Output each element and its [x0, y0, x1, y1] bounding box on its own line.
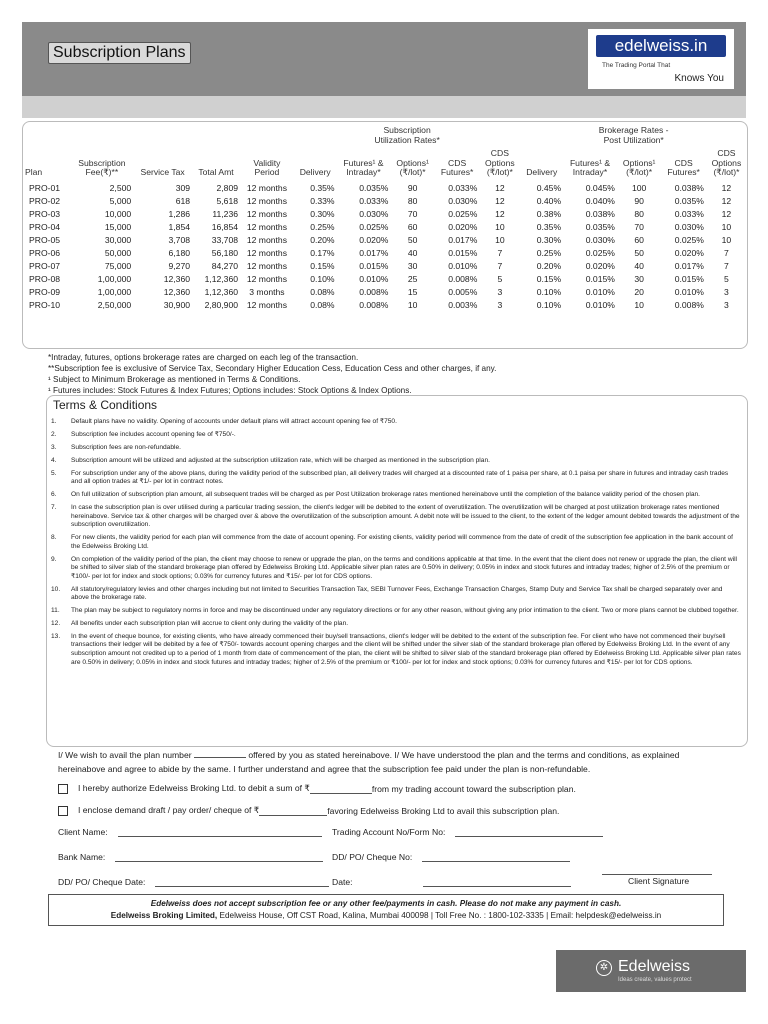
table-cell: 12: [495, 195, 505, 206]
table-cell: 70: [407, 208, 418, 219]
table-cell: 0.017%: [448, 234, 478, 245]
group-post-utilization: Brokerage Rates - Post Utilization*: [598, 125, 669, 145]
company-name: Edelweiss Broking Limited,: [110, 911, 218, 920]
table-cell: 30: [634, 274, 644, 285]
page-title: Subscription Plans: [48, 42, 191, 64]
table-cell: 80: [407, 195, 418, 206]
dd-date-field[interactable]: [155, 877, 329, 887]
table-cell: 0.030%: [448, 195, 478, 206]
table-row: [23, 182, 747, 195]
bank-name-label: Bank Name:: [58, 852, 106, 862]
authorize-debit-row: [58, 783, 576, 794]
terms-item-number: 13.: [51, 632, 61, 640]
subscription-form: [46, 743, 722, 894]
table-cell: 1,286: [168, 208, 191, 219]
column-header: Plan: [25, 167, 43, 177]
column-header: Options¹ (₹/lot)*: [622, 157, 656, 177]
dd-date-label: DD/ PO/ Cheque Date:: [58, 877, 146, 887]
table-cell: 33,708: [211, 234, 239, 245]
column-header: Total Amt: [198, 167, 234, 177]
table-note: *Intraday, futures, options brokerage rates are charged on each leg of the transaction.: [48, 353, 359, 362]
table-cell: 0.20%: [536, 261, 562, 272]
table-cell: 0.035%: [674, 195, 704, 206]
table-cell: 1,00,000: [97, 287, 132, 298]
table-cell: 20: [634, 287, 644, 298]
terms-item-number: 6.: [51, 491, 57, 499]
terms-item-number: 2.: [51, 430, 57, 438]
table-cell: 0.30%: [536, 234, 562, 245]
table-cell: 16,854: [211, 221, 239, 232]
table-cell: 0.033%: [359, 195, 389, 206]
table-cell: 0.15%: [310, 261, 335, 272]
table-row: [23, 299, 747, 312]
table-cell: 0.015%: [585, 274, 615, 285]
column-header: CDS Futures*: [440, 157, 474, 177]
logo-tagline: The Trading Portal That: [602, 62, 671, 69]
table-cell: 12 months: [246, 234, 287, 245]
table-cell: 618: [175, 195, 191, 206]
logo-wordmark: edelweiss.in: [596, 35, 726, 57]
table-cell: 0.038%: [674, 182, 704, 193]
table-cell: 12,360: [163, 274, 191, 285]
table-cell: 3: [497, 300, 503, 311]
table-cell: 0.15%: [536, 274, 562, 285]
table-cell: 3 months: [249, 287, 285, 298]
terms-item-number: 8.: [51, 534, 57, 542]
table-cell: 1,12,360: [204, 274, 239, 285]
table-cell: 0.035%: [585, 221, 615, 232]
terms-item-text: In the event of cheque bounce, for existing clients, who have already commenced their buy/sell transactions, client's ledger will be debited to the extent of the subscription fee. For client who have not commenced their buy/sell transactions their ledger will be debited by a fee of ₹750/- towards account opening charges and the client will be shifted under the silver slab of the standard brokerage plan offered by Edelweiss Broking Ltd. In the event of any subscription amount not credited up to a period of 1 month from date of commencement of the plan, the client will be shifted to silver slab of the standard brokerage plan offered by Edelweiss Broking Ltd. Applicable silver plan rates are 0.50% in delivery; 0.05% in index and stock futures and intraday trades; higher of 2.5% of the premium or ₹100/- per lot for index and stock options; 0.03% for currency futures and ₹15/- per lot for CDS options.: [71, 632, 741, 666]
edelweiss-logo: [588, 29, 734, 89]
terms-item-text: All statutory/regulatory levies and other charges including but not limited to Securities Transaction Tax, SEBI Turnover Fees, Exchange Transaction Charges, Stamp Duty and Service Tax shall be charged separately over and above the brokerage rate.: [71, 585, 723, 602]
table-cell: 12 months: [246, 195, 287, 206]
terms-item: [51, 431, 741, 440]
table-cell: 12 months: [246, 247, 287, 258]
authorize-debit-checkbox[interactable]: [58, 784, 68, 794]
cash-warning: Edelweiss does not accept subscription fee or any other fee/payments in cash. Please do not make any payment in cash.: [150, 899, 622, 908]
terms-item-text: On completion of the validity period of the plan, the client may choose to renew or upgrade the plan, on the terms and conditions applicable at that time. In the event that the client does not renew or upgrade the plan, the client will be shifted to silver slab of the standard brokerage plan offered by Edelweiss Broking Ltd. Applicable silver plan rates are 0.50% in delivery; 0.05% in index and stock futures and intraday trades; higher of 2.5% of the premium or ₹100/- per lot for index and stock options; 0.03% for currency futures and ₹15/- per lot for CDS options.: [71, 555, 738, 580]
table-cell: 3,708: [168, 234, 191, 245]
column-header: CDS Futures*: [667, 157, 700, 177]
terms-item: [51, 607, 741, 616]
table-cell: 30,000: [104, 234, 132, 245]
column-header: CDS Options (₹/lot)*: [485, 148, 515, 177]
table-cell: 0.40%: [536, 195, 562, 206]
form-declaration: [58, 748, 718, 776]
column-header: Options¹ (₹/lot)*: [396, 157, 429, 177]
terms-item: [51, 534, 741, 551]
table-cell: 12 months: [246, 208, 287, 219]
logo-knows-you: Knows You: [674, 73, 724, 84]
table-cell: 0.040%: [585, 195, 615, 206]
table-cell: PRO-02: [29, 195, 61, 206]
table-cell: 5: [497, 274, 503, 285]
table-cell: 0.003%: [448, 300, 478, 311]
trading-account-label: Trading Account No/Form No:: [332, 827, 446, 837]
table-cell: 0.30%: [310, 208, 335, 219]
table-cell: 0.017%: [674, 261, 704, 272]
table-cell: 1,00,000: [97, 274, 132, 285]
table-cell: 0.10%: [536, 287, 562, 298]
terms-item-text: Default plans have no validity. Opening of accounts under default plans will attract account opening fee of ₹750.: [71, 418, 397, 425]
terms-item: [51, 586, 741, 603]
authorize-text-b: from my trading account toward the subscription plan.: [371, 783, 576, 794]
trading-account-row: [332, 827, 603, 837]
enclose-text-b: favoring Edelweiss Broking Ltd to avail this subscription plan.: [327, 805, 560, 816]
dd-number-row: [332, 852, 570, 862]
table-row: [23, 208, 747, 221]
table-cell: 1,12,360: [204, 287, 239, 298]
terms-item: [51, 457, 741, 466]
terms-item: [51, 470, 741, 487]
table-cell: 12: [721, 208, 732, 219]
table-cell: 50: [407, 234, 418, 245]
company-address: [49, 910, 723, 922]
table-cell: 309: [175, 182, 191, 193]
date-row: [332, 877, 571, 887]
table-cell: PRO-05: [29, 234, 61, 245]
table-cell: 40: [634, 261, 644, 272]
table-cell: PRO-03: [29, 208, 61, 219]
table-cell: 15: [407, 287, 418, 298]
table-cell: 10: [721, 221, 732, 232]
table-row: [23, 234, 747, 247]
table-cell: 0.025%: [585, 247, 615, 258]
terms-item-text: In case the subscription plan is over utilised during a particular trading session, the client's ledger will be debited to the extent of overutilization. The overutilization will be charged at post utilization brokerage rates mentioned hereinabove. Service tax & other charges will be charged over & above the overutilization of the subscription amount. A debit note will be issued to the client, to the extent of the ledger amount debited towards the adjustment of the subscription overutilization.: [71, 503, 740, 529]
brand-name: Edelweiss: [618, 958, 691, 975]
table-cell: 0.20%: [310, 234, 335, 245]
brand-bar: [556, 950, 746, 992]
terms-list: [51, 418, 741, 672]
declaration-text-a: I/ We wish to avail the plan number: [58, 750, 192, 760]
table-cell: PRO-07: [29, 261, 61, 272]
cheque-amount-field[interactable]: [259, 806, 327, 816]
table-row: [23, 260, 747, 273]
table-cell: 12: [495, 208, 505, 219]
enclose-cheque-row: [58, 805, 559, 816]
terms-item-text: For subscription under any of the above plans, during the validity period of the subscribed plan, all delivery trades will charged at a discounted rate of 1 paisa per share, at 0.1 paisa per share in futures and intraday cash trades and all option trades at ₹1/- per lot in contract notes.: [71, 469, 729, 486]
table-cell: 56,180: [211, 247, 239, 258]
table-cell: 0.010%: [359, 274, 389, 285]
table-cell: 10: [495, 221, 505, 232]
table-cell: PRO-10: [29, 300, 61, 311]
terms-item-number: 3.: [51, 443, 57, 451]
table-cell: 0.008%: [674, 300, 704, 311]
table-cell: 70: [634, 221, 644, 232]
table-cell: 11,236: [212, 208, 239, 219]
table-cell: PRO-08: [29, 274, 61, 285]
table-cell: 90: [634, 195, 644, 206]
table-cell: 3: [724, 300, 729, 311]
table-cell: 0.25%: [536, 247, 562, 258]
bank-name-row: [58, 852, 323, 862]
table-cell: 5: [724, 274, 729, 285]
table-note: ¹ Subject to Minimum Brokerage as mentioned in Terms & Conditions.: [48, 375, 301, 384]
table-cell: 0.045%: [585, 182, 615, 193]
table-cell: 10: [495, 234, 505, 245]
page-header: [22, 22, 746, 96]
table-cell: 0.030%: [359, 208, 389, 219]
plans-table-container: [22, 121, 748, 349]
footer-notice: [48, 894, 724, 926]
table-cell: 7: [497, 247, 503, 258]
table-cell: 0.015%: [448, 247, 478, 258]
table-note: ¹ Futures includes: Stock Futures & Index Futures; Options includes: Stock Options & Index Options.: [48, 386, 412, 395]
terms-item-text: The plan may be subject to regulatory norms in force and may be discontinued under any regulatory directions or for any other reason, without giving any prior intimation to the client. Two or more plans cannot be clubbed together.: [71, 607, 739, 615]
table-row: [23, 247, 747, 260]
table-cell: 40: [407, 247, 418, 258]
plans-table: [23, 122, 747, 312]
table-cell: 0.008%: [359, 300, 389, 311]
debit-amount-field[interactable]: [310, 784, 372, 794]
table-cell: 2,50,000: [97, 300, 132, 311]
authorize-text-a: I hereby authorize Edelweiss Broking Ltd. to debit a sum of ₹: [78, 783, 310, 793]
terms-item: [51, 418, 741, 427]
column-header: Validity Period: [253, 157, 281, 177]
terms-title: Terms & Conditions: [53, 398, 158, 412]
enclose-cheque-checkbox[interactable]: [58, 806, 68, 816]
client-signature-label: Client Signature: [628, 876, 690, 886]
table-cell: 80: [634, 208, 644, 219]
table-cell: 0.030%: [585, 234, 615, 245]
terms-item-number: 1.: [51, 418, 57, 425]
table-cell: 6,180: [168, 247, 191, 258]
table-cell: 0.10%: [310, 274, 335, 285]
signature-line: [602, 874, 712, 875]
table-cell: 3: [497, 287, 503, 298]
table-cell: 75,000: [104, 261, 132, 272]
terms-item-text: Subscription fees are non-refundable.: [71, 443, 181, 451]
table-cell: 2,80,900: [204, 300, 239, 311]
table-cell: 12: [721, 182, 732, 193]
table-cell: 10,000: [104, 208, 132, 219]
table-cell: PRO-04: [29, 221, 61, 232]
table-cell: 0.020%: [585, 261, 615, 272]
table-cell: 0.010%: [448, 261, 478, 272]
table-cell: 0.08%: [310, 300, 335, 311]
table-cell: 0.008%: [359, 287, 389, 298]
table-cell: 12 months: [246, 274, 287, 285]
table-cell: 60: [407, 221, 418, 232]
table-cell: 5,000: [109, 195, 132, 206]
table-cell: 7: [724, 261, 729, 272]
table-cell: 12: [721, 195, 732, 206]
terms-item-text: For new clients, the validity period for each plan will commence from the date of account opening. For existing clients, validity period will commence from the date of credit of the subscription fee application in the bank account of the Edelweiss Broking Ltd.: [71, 534, 733, 550]
terms-item: [51, 491, 741, 500]
table-cell: 60: [634, 234, 644, 245]
terms-item: [51, 556, 741, 582]
table-cell: 7: [724, 247, 729, 258]
table-cell: PRO-06: [29, 247, 61, 258]
table-cell: 10: [407, 300, 418, 311]
table-cell: 10: [721, 234, 732, 245]
table-cell: 0.025%: [448, 208, 478, 219]
column-header: Service Tax: [140, 167, 185, 177]
table-cell: 12 months: [246, 300, 287, 311]
terms-item: [51, 620, 741, 629]
table-note: **Subscription fee is exclusive of Service Tax, Secondary Higher Education Cess, Education Cess and other charges, if any.: [48, 364, 497, 373]
table-cell: 100: [631, 182, 647, 193]
brand-tagline: Ideas create, values protect: [618, 977, 692, 983]
header-subbar: [22, 96, 746, 118]
dd-date-row: [58, 877, 329, 887]
table-cell: 0.020%: [359, 234, 389, 245]
table-cell: 7: [497, 261, 503, 272]
client-name-label: Client Name:: [58, 827, 108, 837]
trading-account-field[interactable]: [455, 827, 603, 837]
client-name-row: [58, 827, 322, 837]
dd-number-field[interactable]: [422, 852, 570, 862]
table-cell: 0.025%: [359, 221, 389, 232]
table-cell: 15,000: [104, 221, 132, 232]
table-cell: 9,270: [168, 261, 191, 272]
table-cell: 0.033%: [674, 208, 704, 219]
table-cell: 0.020%: [674, 247, 704, 258]
table-cell: 0.030%: [674, 221, 704, 232]
column-header: Futures¹ & Intraday*: [343, 157, 384, 177]
table-cell: 25: [407, 274, 418, 285]
table-cell: 12,360: [163, 287, 191, 298]
table-row: [23, 221, 747, 234]
table-cell: 0.020%: [448, 221, 478, 232]
table-row: [23, 195, 747, 208]
terms-item-text: Subscription fee includes account opening fee of ₹750/-.: [71, 430, 236, 438]
table-cell: 12: [495, 182, 505, 193]
table-cell: 50,000: [104, 247, 132, 258]
table-cell: 0.35%: [536, 221, 562, 232]
table-cell: 0.038%: [585, 208, 615, 219]
table-cell: 0.015%: [674, 274, 704, 285]
table-cell: 0.025%: [674, 234, 704, 245]
client-name-field[interactable]: [118, 827, 322, 837]
table-cell: 0.010%: [674, 287, 704, 298]
table-cell: 0.25%: [310, 221, 335, 232]
column-header: Subscription Fee(₹)**: [78, 157, 126, 177]
table-cell: 0.033%: [448, 182, 478, 193]
table-cell: 0.10%: [536, 300, 562, 311]
enclose-text-a: I enclose demand draft / pay order/ cheque of ₹: [78, 805, 260, 815]
table-cell: 0.017%: [359, 247, 389, 258]
table-cell: 12 months: [246, 221, 287, 232]
table-cell: 30: [407, 261, 418, 272]
terms-item-text: On full utilization of subscription plan amount, all subsequent trades will be charged as per Post Utilization brokerage rates mentioned hereinabove until the completion of the balance validity period of the chosen plan.: [71, 491, 700, 499]
table-cell: 0.008%: [448, 274, 478, 285]
column-header: Delivery: [299, 167, 331, 177]
table-cell: 12 months: [246, 182, 287, 193]
terms-item-text: Subscription amount will be utilized and adjusted at the subscription utilization rate, which will be charged as mentioned in the subscription plan.: [71, 456, 490, 464]
table-cell: 0.45%: [536, 182, 562, 193]
table-notes: [48, 352, 496, 396]
terms-item-number: 5.: [51, 469, 57, 477]
table-cell: 10: [634, 300, 644, 311]
terms-item: [51, 504, 741, 530]
dd-number-label: DD/ PO/ Cheque No:: [332, 852, 413, 862]
terms-item-number: 12.: [51, 619, 61, 627]
table-cell: 90: [407, 182, 418, 193]
column-header: CDS Options (₹/lot)*: [711, 148, 742, 177]
table-cell: 12 months: [246, 261, 287, 272]
edelweiss-flower-icon: ✲: [596, 960, 612, 976]
table-cell: 0.08%: [310, 287, 335, 298]
plan-number-field[interactable]: [194, 748, 246, 758]
table-cell: 3: [724, 287, 729, 298]
table-cell: 30,900: [163, 300, 191, 311]
terms-item-number: 7.: [51, 503, 57, 511]
terms-item: [51, 444, 741, 453]
table-cell: 5,618: [216, 195, 239, 206]
column-header: Futures¹ & Intraday*: [569, 157, 611, 177]
terms-and-conditions: [46, 395, 748, 747]
table-cell: 0.38%: [536, 208, 562, 219]
table-cell: 0.010%: [585, 287, 615, 298]
table-cell: 0.010%: [585, 300, 615, 311]
column-header: Delivery: [526, 167, 558, 177]
group-utilization-rates: Subscription Utilization Rates*: [374, 125, 440, 145]
table-cell: 0.35%: [310, 182, 335, 193]
table-cell: 84,270: [211, 261, 239, 272]
bank-name-field[interactable]: [115, 852, 323, 862]
table-cell: 0.33%: [310, 195, 335, 206]
table-cell: 0.17%: [310, 247, 335, 258]
date-label: Date:: [332, 877, 353, 887]
date-field[interactable]: [423, 877, 571, 887]
terms-item-number: 4.: [51, 456, 57, 464]
table-cell: 2,500: [109, 182, 132, 193]
terms-item-number: 9.: [51, 555, 57, 563]
table-cell: 1,854: [168, 221, 191, 232]
table-cell: 0.005%: [448, 287, 478, 298]
table-cell: 0.035%: [359, 182, 389, 193]
table-row: [23, 273, 747, 286]
terms-item-text: All benefits under each subscription plan will accrue to client only during the validity of the plan.: [71, 619, 349, 627]
terms-item-number: 10.: [51, 585, 61, 593]
table-cell: 50: [634, 247, 644, 258]
declaration-text-b: offered by you as stated hereinabove. I/ We have understood the plan and the terms and conditions, as explained hereinabove and agree to abide by the same. I further understand and agree that the subscription fee paid under the plan is non-refundable.: [58, 750, 680, 774]
table-cell: PRO-09: [29, 287, 61, 298]
table-cell: PRO-01: [29, 182, 61, 193]
terms-item: [51, 633, 741, 667]
terms-item-number: 11.: [51, 607, 60, 615]
table-cell: 0.015%: [359, 261, 389, 272]
address-text: Edelweiss House, Off CST Road, Kalina, Mumbai 400098 | Toll Free No. : 1800-102-3335 | Email: helpdesk@edelweiss.in: [219, 911, 662, 920]
table-cell: 2,809: [216, 182, 239, 193]
table-row: [23, 286, 747, 299]
